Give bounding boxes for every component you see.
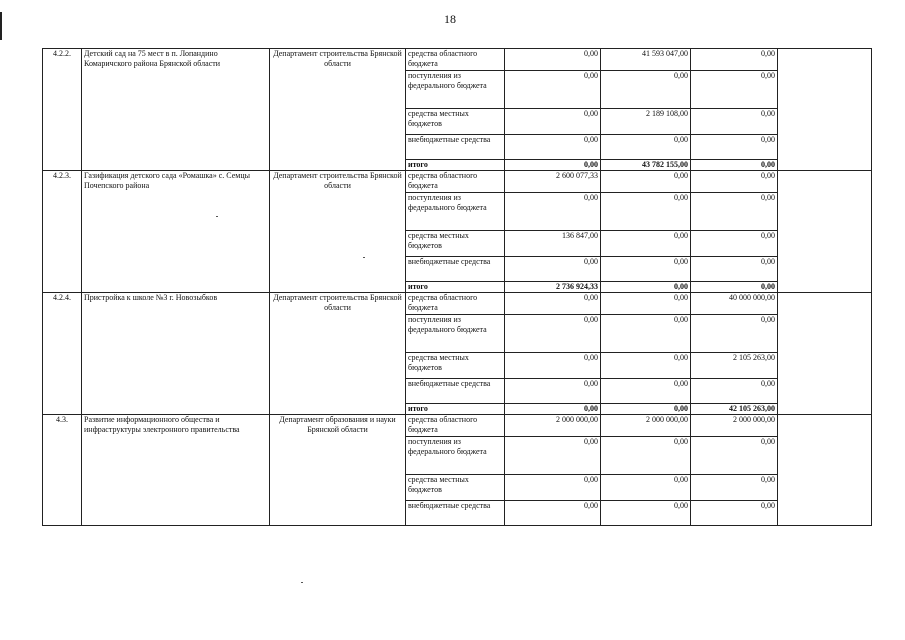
amount-year-3: 0,00 — [691, 171, 778, 193]
amount-year-1: 136 847,00 — [505, 231, 601, 257]
amount-year-3: 0,00 — [691, 437, 778, 475]
amount-year-3: 0,00 — [691, 315, 778, 353]
amount-year-1: 0,00 — [505, 293, 601, 315]
item-number: 4.2.3. — [43, 171, 82, 293]
amount-year-1: 0,00 — [505, 193, 601, 231]
responsible-organization: Департамент строительства Брянской области — [270, 293, 406, 415]
funding-source: средства местных бюджетов — [406, 475, 505, 501]
amount-year-3: 0,00 — [691, 257, 778, 282]
funding-row — [43, 415, 872, 437]
amount-year-2: 0,00 — [601, 282, 691, 293]
funding-source: средства областного бюджета — [406, 171, 505, 193]
amount-year-2: 0,00 — [601, 257, 691, 282]
funding-source: средства местных бюджетов — [406, 353, 505, 379]
funding-source: поступления из федерального бюджета — [406, 315, 505, 353]
funding-source: средства областного бюджета — [406, 415, 505, 437]
amount-year-3: 0,00 — [691, 231, 778, 257]
responsible-organization: Департамент образования и науки Брянской области — [270, 415, 406, 526]
amount-year-1: 2 000 000,00 — [505, 415, 601, 437]
amount-year-3: 40 000 000,00 — [691, 293, 778, 315]
item-number: 4.3. — [43, 415, 82, 526]
amount-year-1: 2 600 077,33 — [505, 171, 601, 193]
amount-year-3: 0,00 — [691, 379, 778, 404]
funding-row — [43, 171, 872, 193]
amount-year-1: 0,00 — [505, 404, 601, 415]
funding-source: итого — [406, 160, 505, 171]
item-number: 4.2.2. — [43, 49, 82, 171]
amount-year-3: 2 000 000,00 — [691, 415, 778, 437]
funding-source: средства местных бюджетов — [406, 109, 505, 135]
amount-year-1: 0,00 — [505, 135, 601, 160]
amount-year-2: 0,00 — [601, 71, 691, 109]
empty-note-cell — [778, 415, 872, 526]
amount-year-2: 0,00 — [601, 353, 691, 379]
amount-year-1: 0,00 — [505, 437, 601, 475]
amount-year-1: 0,00 — [505, 353, 601, 379]
funding-source: итого — [406, 282, 505, 293]
amount-year-2: 0,00 — [601, 404, 691, 415]
amount-year-1: 0,00 — [505, 71, 601, 109]
amount-year-1: 0,00 — [505, 109, 601, 135]
scan-edge-mark — [0, 12, 2, 40]
funding-source: итого — [406, 404, 505, 415]
funding-row — [43, 49, 872, 71]
amount-year-1: 0,00 — [505, 501, 601, 526]
funding-source: внебюджетные средства — [406, 257, 505, 282]
amount-year-2: 0,00 — [601, 475, 691, 501]
page-number: 18 — [444, 12, 456, 26]
amount-year-3: 0,00 — [691, 501, 778, 526]
amount-year-1: 0,00 — [505, 49, 601, 71]
amount-year-1: 0,00 — [505, 379, 601, 404]
item-number: 4.2.4. — [43, 293, 82, 415]
amount-year-1: 0,00 — [505, 257, 601, 282]
funding-source: внебюджетные средства — [406, 501, 505, 526]
amount-year-3: 0,00 — [691, 193, 778, 231]
responsible-organization: Департамент строительства Брянской области — [270, 171, 406, 293]
amount-year-2: 0,00 — [601, 315, 691, 353]
empty-note-cell — [778, 49, 872, 171]
amount-year-3: 0,00 — [691, 49, 778, 71]
funding-source: поступления из федерального бюджета — [406, 193, 505, 231]
funding-table — [42, 48, 872, 526]
amount-year-2: 0,00 — [601, 135, 691, 160]
amount-year-1: 2 736 924,33 — [505, 282, 601, 293]
amount-year-2: 0,00 — [601, 437, 691, 475]
amount-year-3: 42 105 263,00 — [691, 404, 778, 415]
amount-year-2: 0,00 — [601, 171, 691, 193]
empty-note-cell — [778, 293, 872, 415]
amount-year-2: 0,00 — [601, 193, 691, 231]
scan-speck — [301, 582, 303, 583]
amount-year-1: 0,00 — [505, 475, 601, 501]
amount-year-2: 0,00 — [601, 501, 691, 526]
amount-year-2: 0,00 — [601, 379, 691, 404]
amount-year-2: 0,00 — [601, 293, 691, 315]
item-name: Развитие информационного общества и инфраструктуры электронного правительства — [82, 415, 270, 526]
amount-year-3: 0,00 — [691, 109, 778, 135]
funding-source: внебюджетные средства — [406, 379, 505, 404]
funding-source: средства областного бюджета — [406, 293, 505, 315]
funding-source: поступления из федерального бюджета — [406, 71, 505, 109]
funding-source: средства местных бюджетов — [406, 231, 505, 257]
amount-year-3: 0,00 — [691, 160, 778, 171]
empty-note-cell — [778, 171, 872, 293]
amount-year-2: 0,00 — [601, 231, 691, 257]
amount-year-3: 0,00 — [691, 71, 778, 109]
responsible-organization: Департамент строительства Брянской области — [270, 49, 406, 171]
amount-year-3: 0,00 — [691, 475, 778, 501]
item-name: Пристройка к школе №3 г. Новозыбков — [82, 293, 270, 415]
funding-source: средства областного бюджета — [406, 49, 505, 71]
funding-source: поступления из федерального бюджета — [406, 437, 505, 475]
funding-row — [43, 293, 872, 315]
amount-year-1: 0,00 — [505, 315, 601, 353]
amount-year-3: 0,00 — [691, 282, 778, 293]
funding-source: внебюджетные средства — [406, 135, 505, 160]
amount-year-2: 41 593 047,00 — [601, 49, 691, 71]
amount-year-2: 2 189 108,00 — [601, 109, 691, 135]
amount-year-3: 2 105 263,00 — [691, 353, 778, 379]
amount-year-2: 43 782 155,00 — [601, 160, 691, 171]
item-name: Детский сад на 75 мест в п. Лопандино Комаричского района Брянской области — [82, 49, 270, 171]
item-name: Газификация детского сада «Ромашка» с. Семцы Почепского района — [82, 171, 270, 293]
amount-year-1: 0,00 — [505, 160, 601, 171]
amount-year-3: 0,00 — [691, 135, 778, 160]
amount-year-2: 2 000 000,00 — [601, 415, 691, 437]
